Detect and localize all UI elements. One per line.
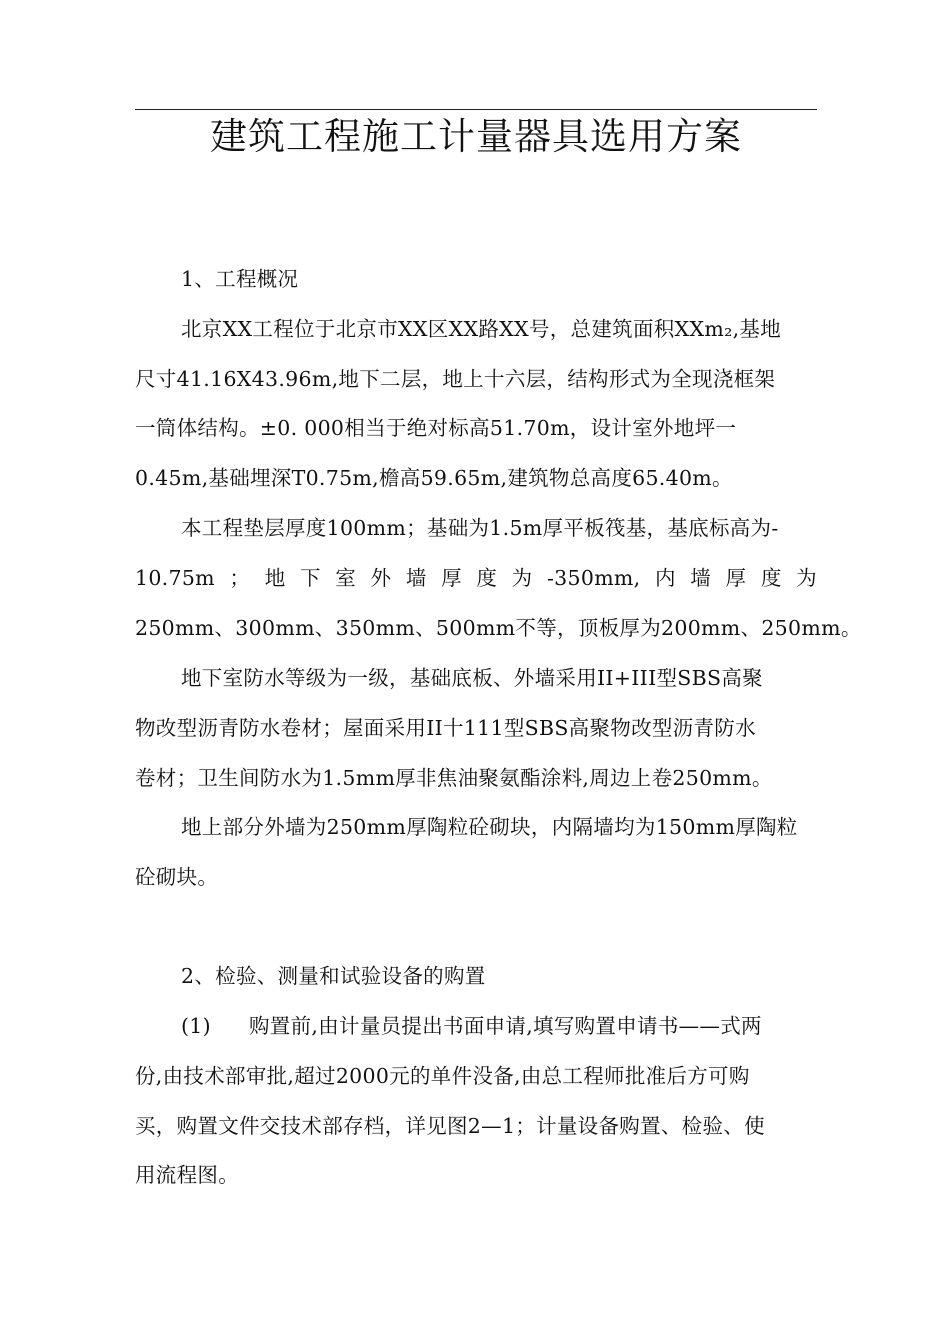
word: 内 [654,566,676,590]
word: ； [229,566,251,590]
list-item-number: (1) [181,1014,211,1038]
word: 度 [476,566,498,590]
paragraph-line: 一筒体结构。±0. 000相当于绝对标高51.70m，设计室外地坪一 [135,416,737,440]
paragraph-line: 0.45m,基础埋深T0.75m,檐高59.65m,建筑物总高度65.40m。 [135,466,733,490]
word: 下 [299,566,321,590]
word: 地 [264,566,286,590]
paragraph-line: 250mm、300mm、350mm、500mm不等，顶板厚为200mm、250mm。 [135,616,862,640]
word: 室 [335,566,357,590]
word: 10.75m [135,566,215,590]
paragraph-line: 本工程垫层厚度100mm；基础为1.5m厚平板筏基，基底标高为- [181,516,779,540]
paragraph-line: 购置前,由计量员提出书面申请,填写购置申请书——式两 [249,1014,762,1038]
paragraph-line: 砼砌块。 [135,865,219,889]
paragraph-line: 卷材；卫生间防水为1.5mm厚非焦油聚氨酯涂料,周边上卷250mm。 [135,766,773,790]
paragraph-line: 北京XX工程位于北京市XX区XX路XX号，总建筑面积XXm₂,基地 [181,317,782,341]
paragraph-line: 地下室防水等级为一级，基础底板、外墙采用II+III型SBS高聚 [181,666,763,690]
paragraph-line: 尺寸41.16X43.96m,地下二层，地上十六层，结构形式为全现浇框架 [135,367,776,391]
paragraph-line: 份,由技术部审批,超过2000元的单件没备,由总工程师批准后方可购 [135,1064,750,1088]
word: 为 [511,566,533,590]
word: 墙 [690,566,712,590]
paragraph-line: 地上部分外墙为250mm厚陶粒砼砌块，内隔墙均为150mm厚陶粒 [181,815,798,839]
paragraph-line: 物改型沥青防水卷材；屋面采用II十111型SBS高聚物改型沥青防水 [135,716,756,740]
page-title: 建筑工程施工计量器具选用方案 [210,115,742,158]
section-heading-procurement: 2、检验、测量和试验设备的购置 [181,964,486,988]
word: 外 [370,566,392,590]
word: 厚 [441,566,462,590]
section-heading-overview: 1、工程概况 [181,267,299,291]
paragraph-line: 买，购置文件交技术部存档，详见图2—1；计量设备购置、检验、使 [135,1114,765,1138]
word: 度 [760,566,782,590]
paragraph-line-justified [135,563,817,593]
word: 厚 [725,566,747,590]
word: 为 [796,566,817,590]
word: -350mm, [546,566,641,590]
paragraph-line: 用流程图。 [135,1163,239,1187]
word: 墙 [405,566,427,590]
